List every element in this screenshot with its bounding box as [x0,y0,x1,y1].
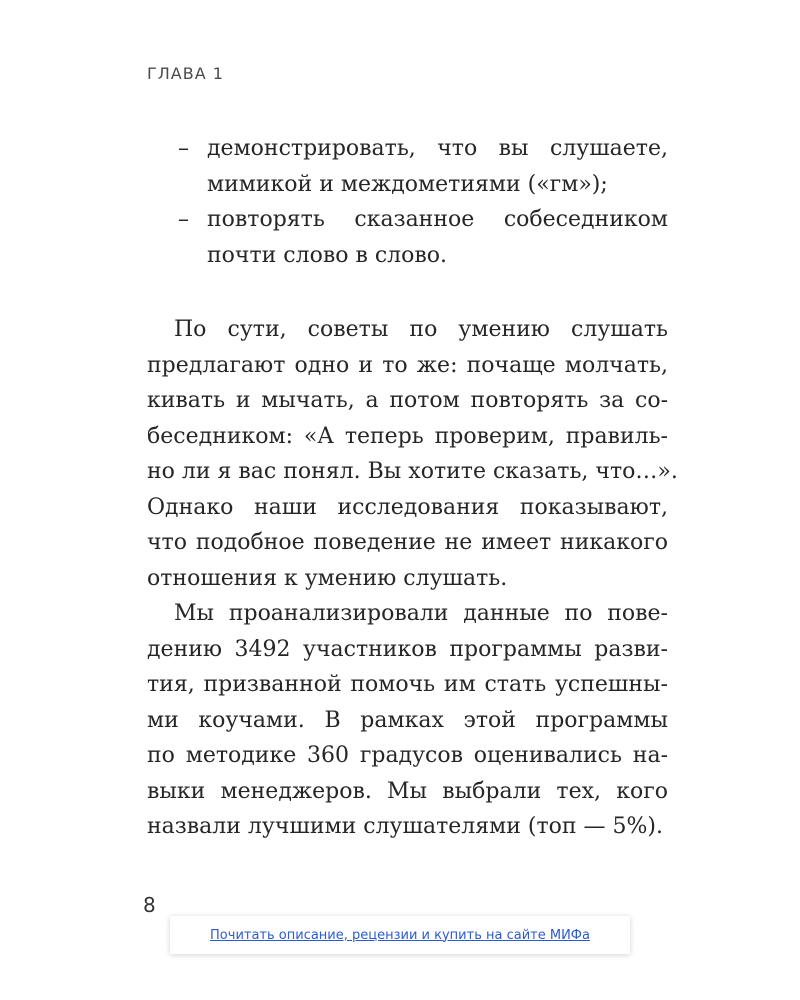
bullet-dash: – [178,207,189,232]
text-line: демонстрировать, что вы слушаете, [207,136,668,161]
running-head: ГЛАВА 1 [147,64,224,83]
text-line: кивать и мычать, а потом повторять за со- [147,388,668,413]
text-line: беседником: «А теперь проверим, правиль- [147,423,668,449]
bullet-item [178,202,668,273]
bullet-list [178,131,668,273]
text-line: дению 3492 участников программы разви- [147,636,668,662]
text-line: предлагают одно и то же: почаще молчать, [147,352,668,378]
text-line: Однако наши исследования показывают, [147,494,668,520]
text-line: мимикой и междометиями («гм»); [207,171,608,197]
text-line: выки менеджеров. Мы выбрали тех, кого [147,778,668,804]
text-line: что подобное поведение не имеет никакого [147,530,668,555]
text-line: По сути, советы по умению слушать [174,317,668,342]
text-line: Мы проанализировали данные по пове- [174,601,668,626]
bullet-dash: – [178,136,189,161]
buy-link[interactable]: Почитать описание, рецензии и купить на сайте МИФа [210,927,590,943]
paragraph [147,312,678,596]
text-line: почти слово в слово. [207,242,447,268]
text-line: назвали лучшими слушателями (топ — 5%). [147,814,664,839]
body-text [147,312,678,845]
text-line: но ли я вас понял. Вы хотите сказать, что…». [147,459,678,484]
page-number: 8 [143,893,156,917]
text-line: повторять сказанное собеседником [207,207,668,232]
text-line: по методике 360 градусов оценивались на- [147,743,668,768]
bullet-item [178,131,668,202]
paragraph [147,596,668,845]
text-line: ми коучами. В рамках этой программы [147,707,668,733]
text-line: отношения к умению слушать. [147,565,508,591]
text-line: тия, призванной помочь им стать успешны- [147,672,668,697]
buy-banner [170,916,630,954]
